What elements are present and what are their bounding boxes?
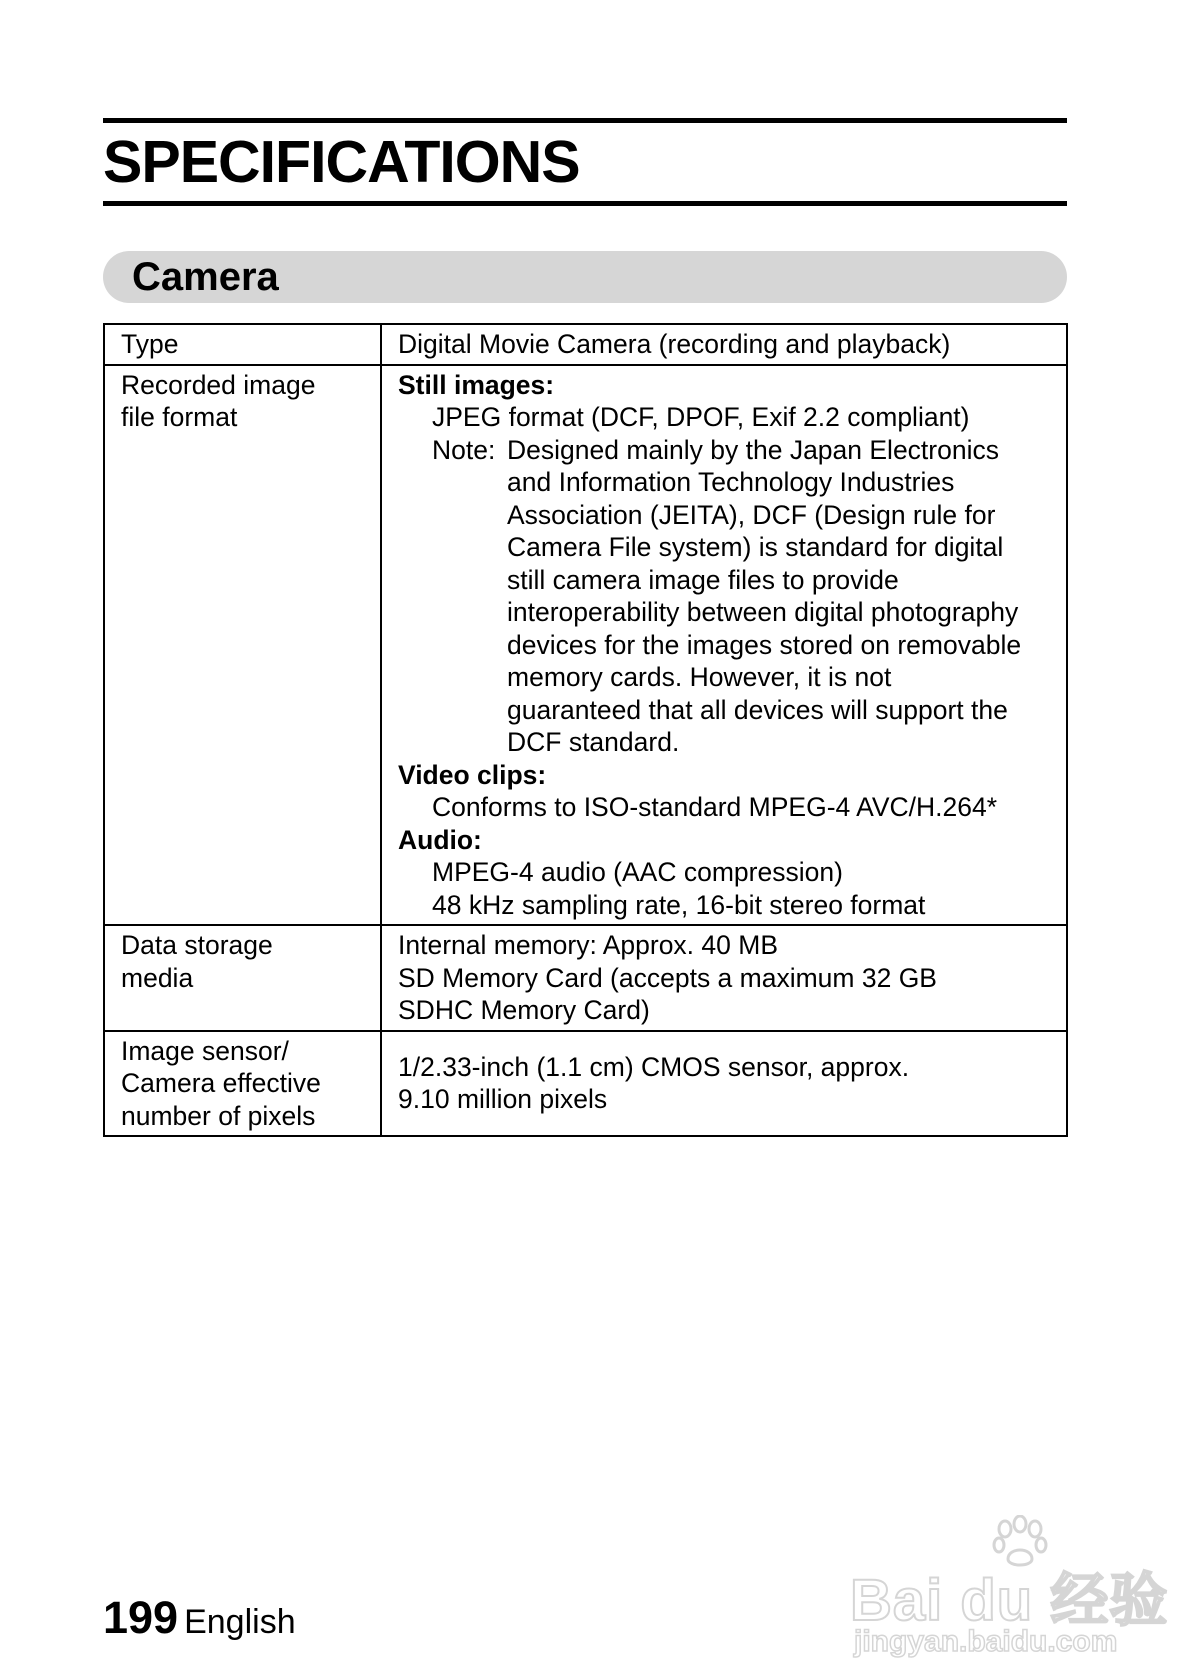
video-clips-format: Conforms to ISO-standard MPEG-4 AVC/H.264* [432,792,998,822]
audio-format-line: MPEG-4 audio (AAC compression) [432,857,843,887]
language-label: English [184,1603,296,1641]
spec-value-sensor [381,1031,1067,1137]
label-line: Recorded image [121,369,316,400]
spec-value-recorded-format [381,365,1067,926]
still-images-format: JPEG format (DCF, DPOF, Exif 2.2 compliant) [432,402,970,432]
video-clips-heading: Video clips: [398,759,547,790]
page-footer [103,1593,296,1647]
spec-label-storage [104,925,381,1031]
label-line: Camera effective [121,1068,321,1098]
specifications-table [103,323,1068,1137]
dcf-note [398,434,1054,759]
note-line: memory cards. However, it is not [507,662,892,692]
page-number: 199 [103,1592,179,1643]
page-title: SPECIFICATIONS [103,129,580,195]
note-text [507,434,1054,759]
table-row-type [104,324,1067,365]
label-line: number of pixels [121,1100,316,1131]
value-line: 9.10 million pixels [398,1084,608,1115]
still-images-heading: Still images: [398,369,555,400]
spec-value-type [381,324,1067,365]
table-row-sensor [104,1031,1067,1137]
label-line: media [121,962,194,993]
note-line: Camera File system) is standard for digital [507,532,1004,562]
watermark-brand: Bai du 经验 [850,1568,1169,1633]
watermark-url: jingyan.baidu.com [854,1625,1118,1658]
section-header [103,251,1067,303]
note-label: Note: [432,434,496,465]
label-line: Type [121,329,179,359]
label-line: Data storage [121,930,273,960]
value-line: Digital Movie Camera (recording and playback) [398,329,951,359]
spec-label-type [104,324,381,365]
note-line: still camera image files to provide [507,564,899,595]
label-line: Image sensor/ [121,1035,289,1066]
title-rule-top [103,118,1067,123]
section-title: Camera [132,255,279,299]
spec-label-recorded-format [104,365,381,926]
title-rule-bottom [103,201,1067,206]
note-line: devices for the images stored on removable [507,629,1022,660]
table-row-recorded-format [104,365,1067,926]
label-line: file format [121,402,238,432]
note-line: and Information Technology Industries [507,467,955,497]
value-line: Internal memory: Approx. 40 MB [398,930,778,960]
table-row-storage [104,925,1067,1031]
note-line: guaranteed that all devices will support the [507,694,1008,725]
note-line: Association (JEITA), DCF (Design rule for [507,499,996,530]
note-line: DCF standard. [507,727,680,757]
note-line: interoperability between digital photography [507,597,1019,627]
value-line: SDHC Memory Card) [398,995,650,1025]
spec-label-sensor [104,1031,381,1137]
value-line: SD Memory Card (accepts a maximum 32 GB [398,962,937,993]
baidu-watermark [850,1515,1169,1665]
note-line: Designed mainly by the Japan Electronics [507,434,999,465]
spec-value-storage [381,925,1067,1031]
value-line: 1/2.33-inch (1.1 cm) CMOS sensor, approx. [398,1051,910,1082]
audio-format-line: 48 kHz sampling rate, 16-bit stereo format [432,889,926,920]
audio-heading: Audio: [398,824,482,855]
